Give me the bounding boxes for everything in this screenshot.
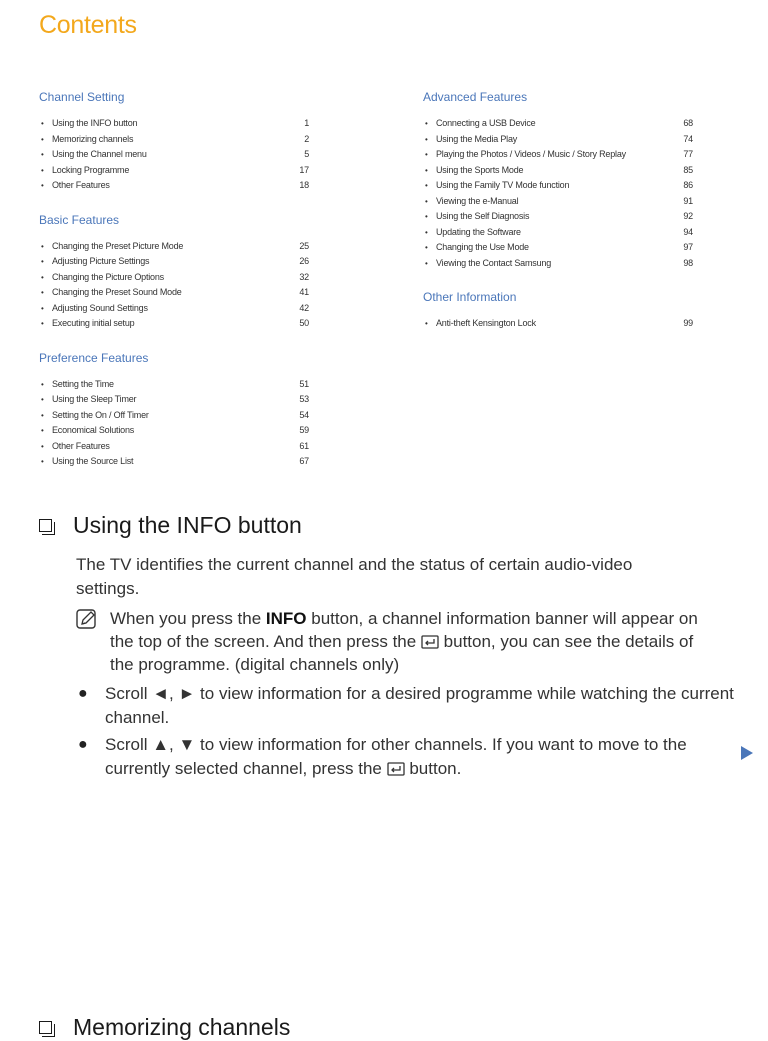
toc-item-page: 17 [299, 164, 309, 175]
bullet-icon: • [425, 243, 428, 252]
toc-item[interactable] [423, 316, 693, 332]
toc-item-page: 74 [683, 133, 693, 144]
bullet-icon: ● [78, 736, 88, 753]
toc-item-page: 2 [304, 133, 309, 144]
toc-heading: Preference Features [39, 350, 149, 365]
bullet-icon: • [425, 134, 428, 144]
toc-item-label[interactable]: Playing the Photos / Videos / Music / Story Replay [436, 149, 626, 159]
bullet-text-part: button. [404, 759, 462, 778]
toc-item[interactable] [39, 178, 309, 194]
toc-item[interactable] [39, 439, 309, 455]
toc-item-page: 5 [304, 149, 309, 159]
page-title: Contents [39, 11, 137, 39]
toc-item-page: 59 [299, 425, 309, 435]
toc-item-page: 61 [299, 440, 309, 451]
toc-section [423, 90, 693, 271]
toc-section [39, 213, 309, 332]
bullet-item [78, 733, 738, 781]
bullet-icon: • [41, 165, 44, 175]
bullet-icon: • [41, 303, 44, 313]
toc-item-page: 26 [299, 256, 309, 266]
toc-item-label[interactable]: Setting the On / Off Timer [52, 409, 149, 420]
toc-item-label[interactable]: Changing the Use Mode [436, 242, 529, 252]
toc-heading: Other Information [423, 290, 517, 304]
toc-heading: Advanced Features [423, 90, 528, 104]
toc-item-page: 92 [683, 211, 693, 221]
toc-item[interactable] [39, 423, 309, 439]
toc-item-label[interactable]: Memorizing channels [52, 133, 134, 144]
bullet-item [78, 682, 738, 730]
bullet-icon: ● [78, 685, 88, 702]
toc-item[interactable] [39, 285, 309, 301]
toc-item-page: 50 [299, 318, 309, 328]
bullet-icon: • [425, 212, 428, 221]
bullet-icon: • [41, 288, 44, 297]
toc-section [423, 290, 693, 332]
toc-item[interactable] [423, 256, 693, 272]
toc-item-label[interactable]: Locking Programme [52, 164, 130, 175]
next-section-title [39, 1014, 290, 1041]
info-keyword: INFO [265, 609, 307, 628]
toc-item-page: 99 [683, 318, 693, 328]
toc-item-page: 91 [683, 195, 693, 206]
toc-item[interactable] [423, 194, 693, 210]
toc-item-page: 98 [683, 257, 693, 268]
toc-item-page: 86 [683, 180, 693, 190]
next-section-title-text: Memorizing channels [73, 1014, 291, 1040]
toc-section [39, 90, 309, 194]
note-pencil-icon [76, 609, 98, 629]
toc-item-label[interactable]: Using the Sleep Timer [52, 394, 137, 404]
note-text-part: button, a channel information banner will appear on the top of the screen. And then press the [110, 609, 698, 651]
toc-item-label[interactable]: Adjusting Sound Settings [52, 302, 148, 313]
bullet-icon: • [41, 257, 44, 266]
toc-item-label[interactable]: Using the Sports Mode [436, 164, 524, 175]
toc-item-label[interactable]: Using the Self Diagnosis [436, 211, 530, 221]
enter-return-icon [421, 635, 439, 649]
toc-item-page: 41 [299, 287, 309, 297]
checkbox-square-icon [39, 1021, 52, 1034]
next-page-arrow-icon[interactable] [741, 746, 753, 760]
toc-item[interactable] [39, 132, 309, 148]
toc-column-right [423, 90, 693, 351]
toc-item-label[interactable]: Setting the Time [52, 378, 114, 389]
toc-item-page: 85 [683, 164, 693, 175]
toc-item-label[interactable]: Using the Source List [52, 456, 134, 466]
bullet-text-part: Scroll ▲, ▼ to view information for other channels. If you want to move to the currently selected channel, press the [105, 735, 687, 778]
toc-heading: Channel Setting [39, 90, 125, 104]
toc-item-label[interactable]: Other Features [52, 180, 110, 190]
toc-item-page: 77 [683, 149, 693, 159]
toc-item[interactable] [39, 147, 309, 163]
bullet-icon: • [425, 165, 428, 175]
toc-item-label[interactable]: Other Features [52, 440, 110, 451]
section-title-text: Using the INFO button [73, 512, 302, 538]
bullet-text [105, 733, 735, 781]
toc-item[interactable] [39, 116, 309, 132]
bullet-text: Scroll ◄, ► to view information for a desired programme while watching the current channel. [105, 684, 734, 727]
note-text-part: button, you can see the details of the programme. (digital channels only) [110, 632, 694, 674]
toc-item[interactable] [423, 225, 693, 241]
bullet-icon: • [425, 258, 428, 268]
bullet-icon: • [41, 426, 44, 435]
bullet-icon: • [425, 181, 428, 190]
toc-item[interactable] [423, 209, 693, 225]
toc-item[interactable] [39, 392, 309, 408]
toc-item[interactable] [423, 163, 693, 179]
bullet-icon: • [41, 272, 44, 282]
bullet-icon: • [425, 196, 428, 206]
toc-item[interactable] [39, 316, 309, 332]
bullet-icon: • [425, 150, 428, 159]
toc-item[interactable] [39, 163, 309, 179]
toc-item-page: 53 [299, 394, 309, 404]
toc-item[interactable] [423, 116, 693, 132]
toc-item-page: 68 [683, 118, 693, 128]
toc-item-page: 94 [683, 226, 693, 237]
note-text-part: When you press the [110, 609, 266, 628]
toc-item-label[interactable]: Adjusting Picture Settings [52, 256, 150, 266]
toc-item-label[interactable]: Viewing the Contact Samsung [436, 257, 552, 268]
bullet-icon: • [425, 119, 428, 128]
toc-item[interactable] [39, 377, 309, 393]
toc-item-page: 97 [683, 242, 693, 252]
toc-section [39, 351, 309, 470]
bullet-icon: • [41, 134, 44, 144]
toc-item-label[interactable]: Viewing the e-Manual [436, 195, 519, 206]
bullet-icon: • [41, 410, 44, 420]
note-text [110, 607, 720, 676]
note [76, 607, 726, 676]
toc-item-page: 32 [299, 271, 309, 282]
toc-item[interactable] [39, 254, 309, 270]
toc-item-label[interactable]: Using the Family TV Mode function [436, 180, 570, 190]
bullet-icon: • [41, 241, 44, 251]
bullet-icon: • [425, 227, 428, 237]
toc-item-label[interactable]: Economical Solutions [52, 425, 135, 435]
toc-item-page: 51 [299, 378, 309, 389]
toc-item[interactable] [423, 240, 693, 256]
bullet-icon: • [41, 181, 44, 190]
toc-item-page: 67 [299, 456, 309, 466]
toc-item[interactable] [39, 408, 309, 424]
section-title [39, 512, 302, 539]
toc-item-page: 18 [299, 180, 309, 190]
checkbox-square-icon [39, 519, 52, 532]
bullet-icon: • [41, 319, 44, 328]
section-intro: The TV identifies the current channel and the status of certain audio-video settings. [76, 555, 633, 598]
toc-item-page: 54 [299, 409, 309, 420]
toc-item-label[interactable]: Executing initial setup [52, 318, 135, 328]
toc-item[interactable] [39, 239, 309, 255]
toc-item-label[interactable]: Using the Media Play [436, 133, 518, 144]
bullet-icon: • [41, 395, 44, 404]
toc-item-label[interactable]: Changing the Preset Picture Mode [52, 240, 184, 251]
bullet-icon: • [41, 457, 44, 466]
toc-item[interactable] [423, 132, 693, 148]
toc-item-label[interactable]: Using the Channel menu [52, 149, 147, 159]
toc-item-page: 1 [304, 118, 309, 128]
toc-item-label[interactable]: Updating the Software [436, 226, 521, 237]
toc-item-page: 25 [299, 240, 309, 251]
toc-item-label[interactable]: Changing the Picture Options [52, 271, 164, 282]
toc-item[interactable] [423, 178, 693, 194]
bullet-icon: • [425, 319, 428, 328]
toc-column-left [39, 90, 309, 489]
bullet-icon: • [41, 150, 44, 159]
toc-item-label[interactable]: Changing the Preset Sound Mode [52, 287, 182, 297]
toc-heading: Basic Features [39, 212, 120, 227]
bullet-icon: • [41, 379, 44, 389]
bullet-icon: • [41, 441, 44, 451]
toc-item[interactable] [39, 301, 309, 317]
toc-item-page: 42 [299, 302, 309, 313]
toc-item[interactable] [39, 270, 309, 286]
toc-item-label[interactable]: Anti-theft Kensington Lock [436, 318, 536, 328]
bullet-icon: • [41, 119, 44, 128]
toc-item[interactable] [39, 454, 309, 470]
toc-item-label[interactable]: Using the INFO button [52, 118, 138, 128]
toc-item-label[interactable]: Connecting a USB Device [436, 118, 536, 128]
enter-return-icon [387, 762, 405, 776]
toc-item[interactable] [423, 147, 693, 163]
